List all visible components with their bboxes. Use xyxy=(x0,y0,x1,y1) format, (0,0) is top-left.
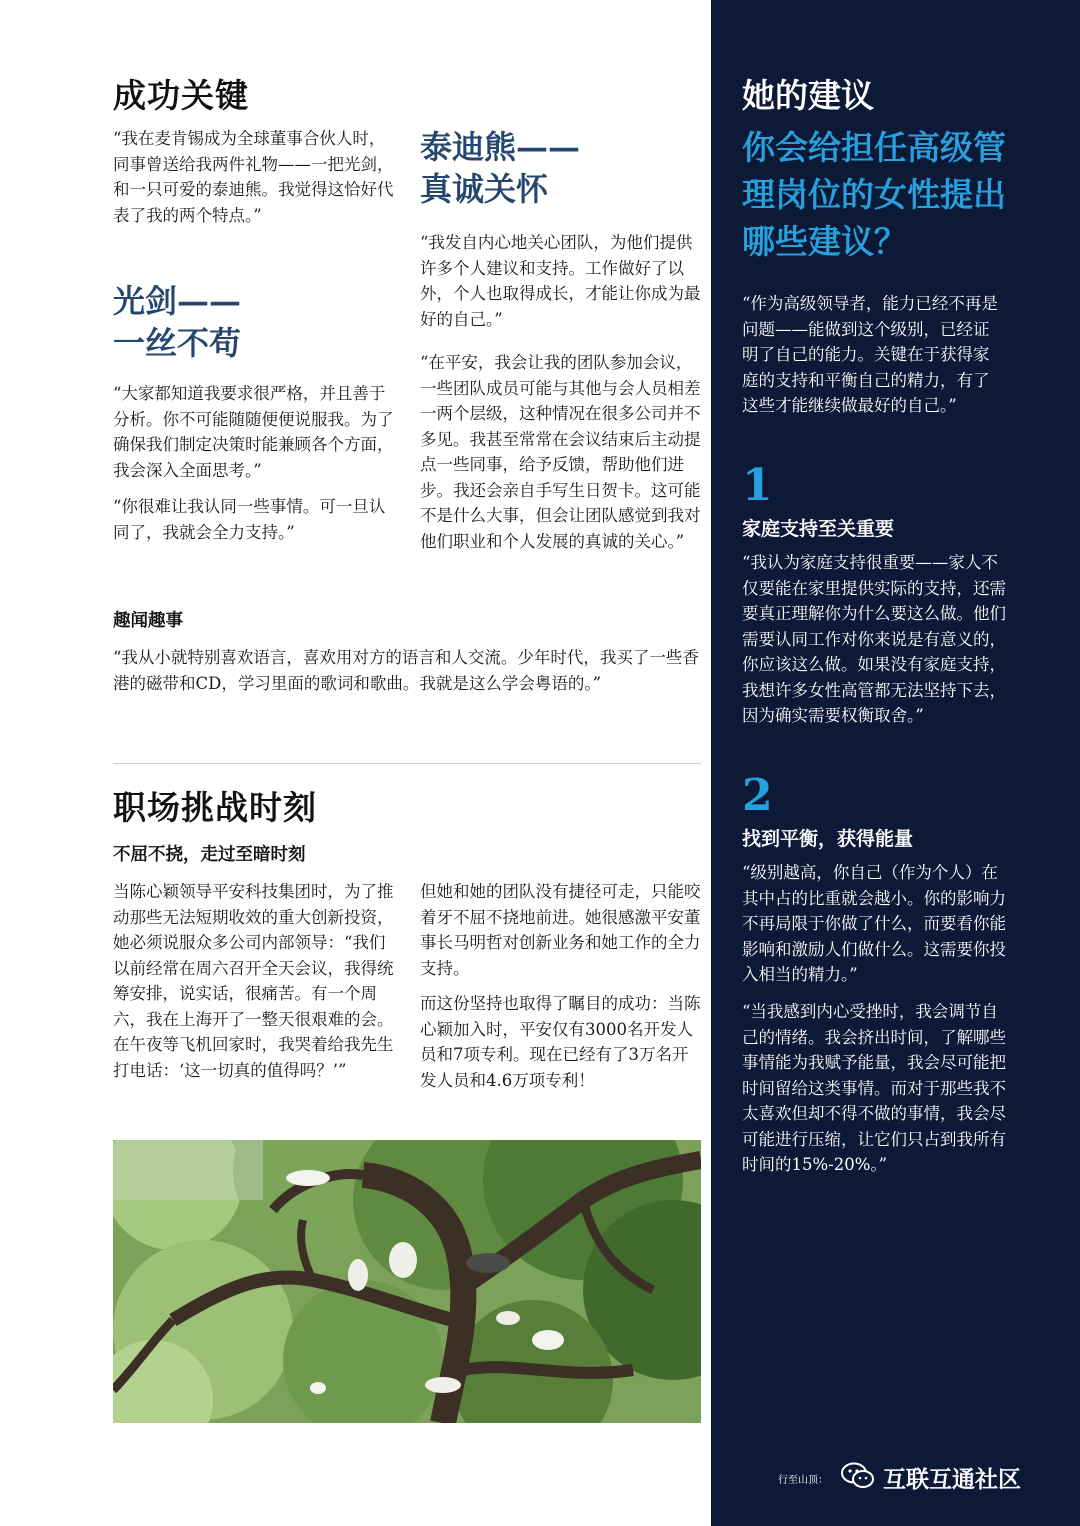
sword-title-line1: 光剑—— xyxy=(113,282,242,320)
tree-photo xyxy=(113,1140,701,1423)
sword-quote-2: “你很难让我认同一些事情。可一旦认同了，我就会全力支持。” xyxy=(113,497,386,542)
sword-quote-1: “大家都知道我要求很严格，并且善于分析。你不可能随随便便说服我。为了确保我们制定决策时能兼顾各个方面，我会深入全面思考。” xyxy=(113,384,394,480)
advice-title-1: 家庭支持至关重要 xyxy=(742,518,895,540)
challenge-col1: 当陈心颖领导平安科技集团时，为了推动那些无法短期收效的重大创新投资，她必须说服众多公司内部领导：“我们以前经常在周六召开全天会议，我得统筹安排，说实话，很痛苦。有一个周六，我在上海开了一整天很艰难的会。在午夜等飞机回家时，我哭着给我先生打电话：‘这一切真的值得吗？’” xyxy=(113,882,394,1080)
watermark-text: 互联互通社区 xyxy=(883,1467,1021,1493)
bear-title-line1: 泰迪熊—— xyxy=(420,128,581,166)
advice-title-2: 找到平衡，获得能量 xyxy=(742,828,914,850)
advice-sidebar xyxy=(711,0,1080,1526)
challenge-title: 职场挑战时刻 xyxy=(113,788,317,827)
bear-title xyxy=(420,126,580,210)
sidebar-intro: “作为高级领导者，能力已经不再是问题——能做到这个级别，已经证明了自己的能力。关键在于获得家庭的支持和平衡自己的精力，有了这些才能继续做最好的自己。” xyxy=(742,294,998,415)
wechat-icon xyxy=(841,1462,875,1494)
advice-number-1: 1 xyxy=(742,460,773,511)
challenge-col2b: 而这份坚持也取得了瞩目的成功：当陈心颖加入时，平安仅有3000名开发人员和7项专利。现在已经有了3万名开发人员和4.6万项专利！ xyxy=(420,994,701,1090)
bear-title-line2: 真诚关怀 xyxy=(420,170,549,208)
section-divider xyxy=(113,763,701,764)
advice-number-2: 2 xyxy=(742,770,773,821)
fun-title: 趣闻趣事 xyxy=(113,611,183,631)
sword-title-line2: 一丝不苟 xyxy=(113,324,242,362)
footer-caption: 行至山顶： xyxy=(778,1475,828,1486)
sword-title xyxy=(113,280,241,364)
success-title: 成功关键 xyxy=(113,76,249,115)
sidebar-question: 你会给担任高级管理岗位的女性提出哪些建议？ xyxy=(742,128,1006,261)
sidebar-title: 她的建议 xyxy=(742,76,874,115)
success-quote: “我在麦肯锡成为全球董事合伙人时，同事曾送给我两件礼物——一把光剑，和一只可爱的泰迪熊。我觉得这恰好代表了我的两个特点。” xyxy=(113,129,394,225)
bear-quote-1: “我发自内心地关心团队，为他们提供许多个人建议和支持。工作做好了以外，个人也取得成长，才能让你成为最好的自己。” xyxy=(420,233,701,329)
advice-text-1: “我认为家庭支持很重要——家人不仅要能在家里提供实际的支持，还需要真正理解你为什么要这么做。他们需要认同工作对你来说是有意义的，你应该这么做。如果没有家庭支持，我想许多女性高管都无法坚持下去，因为确实需要权衡取舍。” xyxy=(742,553,1006,725)
fun-text: “我从小就特别喜欢语言，喜欢用对方的语言和人交流。少年时代，我买了一些香港的磁带和CD，学习里面的歌词和歌曲。我就是这么学会粤语的。” xyxy=(113,648,699,693)
advice-text-2b: “当我感到内心受挫时，我会调节自己的情绪。我会挤出时间，了解哪些事情能为我赋予能量，我会尽可能把时间留给这类事情。而对于那些我不太喜欢但却不得不做的事情，我会尽可能进行压缩，让它们只占到我所有时间的15%-20%。” xyxy=(742,1002,1006,1174)
challenge-col2a: 但她和她的团队没有捷径可走，只能咬着牙不屈不挠地前进。她很感激平安董事长马明哲对创新业务和她工作的全力支持。 xyxy=(420,882,701,978)
watermark xyxy=(841,1461,1021,1494)
advice-text-2a: “级别越高，你自己（作为个人）在其中占的比重就会越小。你的影响力不再局限于你做了什么，而要看你能影响和激励人们做什么。这需要你投入相当的精力。” xyxy=(742,863,1006,984)
bear-quote-2: “在平安，我会让我的团队参加会议，一些团队成员可能与其他与会人员相差一两个层级，这种情况在很多公司并不多见。我甚至常常在会议结束后主动提点一些同事，给予反馈，帮助他们进步。我还会亲自手写生日贺卡。这可能不是什么大事，但会让团队感觉到我对他们职业和个人发展的真诚的关心。” xyxy=(420,353,701,551)
challenge-subtitle: 不屈不挠，走过至暗时刻 xyxy=(113,845,306,865)
